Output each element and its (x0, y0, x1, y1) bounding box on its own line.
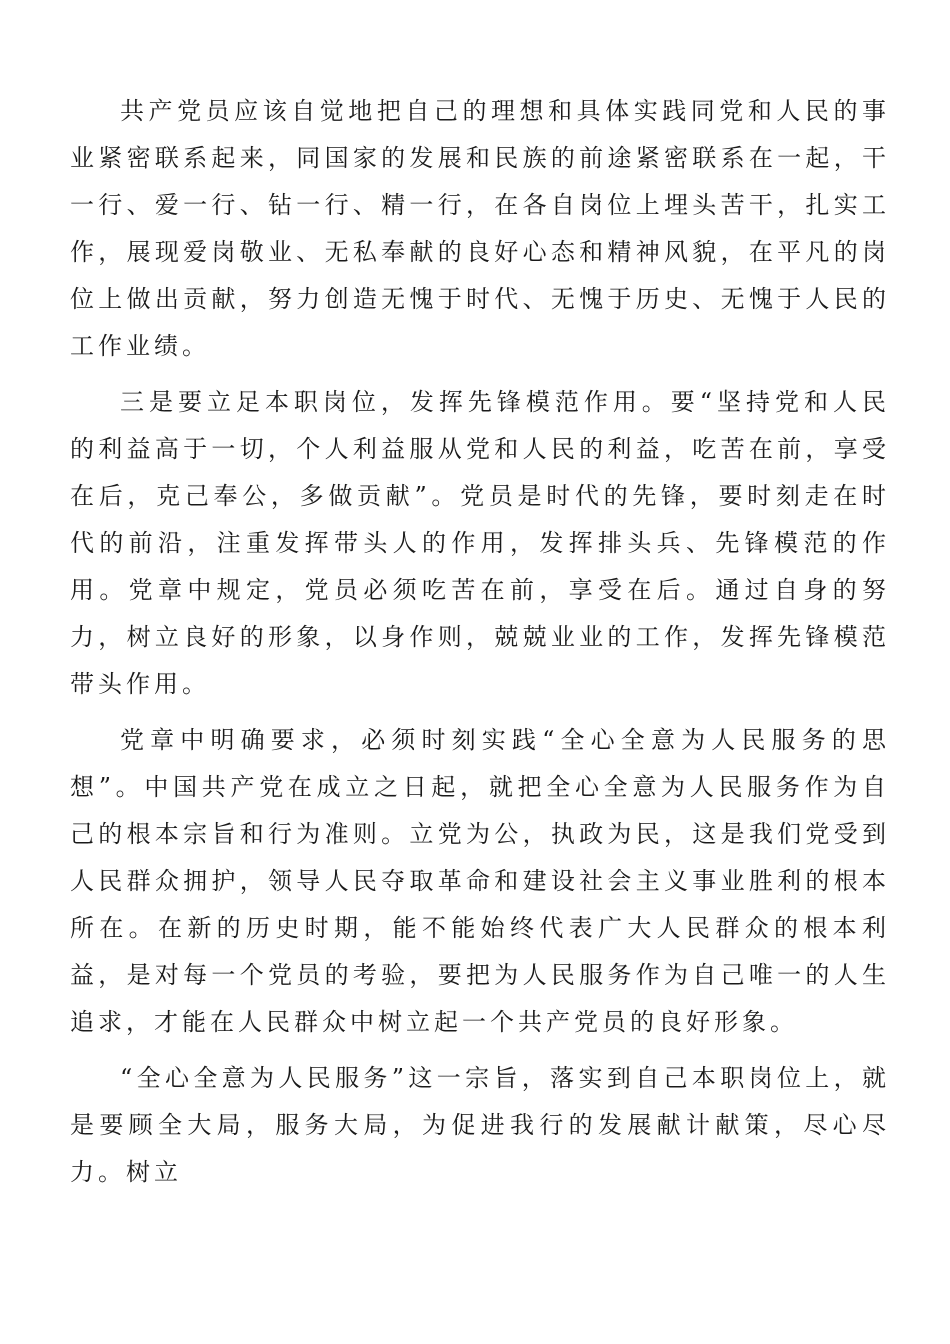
document-body (70, 88, 890, 1196)
paragraph-2: 三是要立足本职岗位，发挥先锋模范作用。要“坚持党和人民的利益高于一切，个人利益服从党和人民的利益，吃苦在前，享受在后，克己奉公，多做贡献”。党员是时代的先锋，要时刻走在时代的前沿，注重发挥带头人的作用，发挥排头兵、先锋模范的作用。党章中规定，党员必须吃苦在前，享受在后。通过自身的努力，树立良好的形象，以身作则，兢兢业业的工作，发挥先锋模范带头作用。 (70, 388, 890, 698)
paragraph-1: 共产党员应该自觉地把自己的理想和具体实践同党和人民的事业紧密联系起来，同国家的发展和民族的前途紧密联系在一起，干一行、爱一行、钻一行、精一行，在各自岗位上埋头苦干，扎实工作，展现爱岗敬业、无私奉献的良好心态和精神风貌，在平凡的岗位上做出贡献，努力创造无愧于时代、无愧于历史、无愧于人民的工作业绩。 (70, 97, 890, 360)
paragraph-4: “全心全意为人民服务”这一宗旨，落实到自己本职岗位上，就是要顾全大局，服务大局，为促进我行的发展献计献策，尽心尽力。树立 (70, 1064, 890, 1186)
paragraph-3: 党章中明确要求，必须时刻实践“全心全意为人民服务的思想”。中国共产党在成立之日起，就把全心全意为人民服务作为自己的根本宗旨和行为准则。立党为公，执政为民，这是我们党受到人民群众拥护，领导人民夺取革命和建设社会主义事业胜利的根本所在。在新的历史时期，能不能始终代表广大人民群众的根本利益，是对每一个党员的考验，要把为人民服务作为自己唯一的人生追求，才能在人民群众中树立起一个共产党员的良好形象。 (70, 726, 890, 1036)
